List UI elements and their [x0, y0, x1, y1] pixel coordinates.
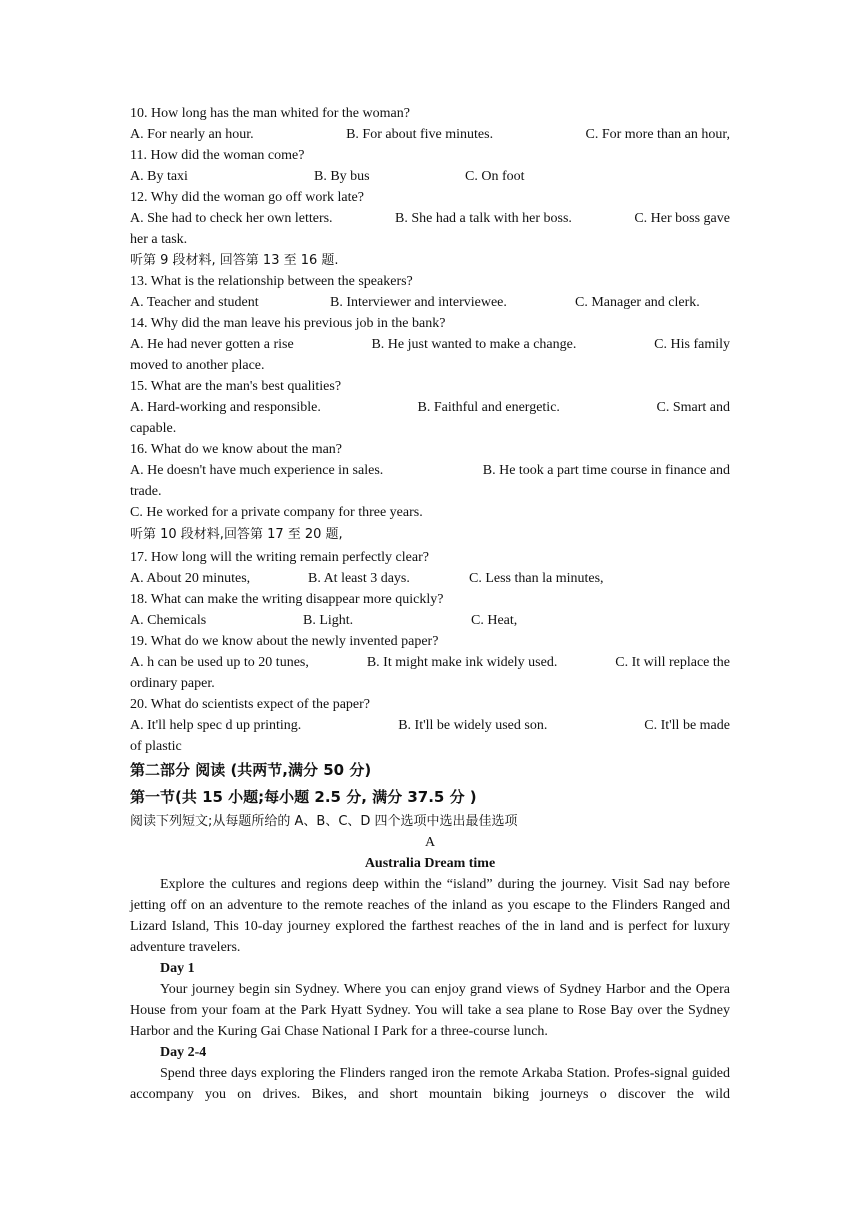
option-c-continued: ordinary paper.	[130, 676, 215, 691]
question-11: 11. How did the woman come?	[130, 148, 305, 163]
question-18: 18. What can make the writing disappear more quickly?	[130, 592, 444, 607]
option-c-continued: her a task.	[130, 232, 188, 247]
options-12	[130, 208, 730, 229]
options-19	[130, 652, 730, 673]
option-b: B. She had a talk with her boss.	[394, 211, 572, 226]
options-14	[130, 334, 730, 355]
options-20	[130, 715, 730, 736]
options-15	[130, 397, 730, 418]
option-a: A. She had to check her own letters.	[130, 211, 333, 226]
option-c: C. Heat,	[471, 613, 518, 628]
option-b: B. He just wanted to make a change.	[371, 337, 577, 352]
option-a: A. Chemicals	[130, 613, 207, 628]
option-b: B. Faithful and energetic.	[417, 400, 560, 415]
option-b: B. He took a part time course in finance and	[482, 463, 730, 478]
option-a: A. For nearly an hour.	[130, 127, 254, 142]
option-c: C. On foot	[465, 169, 525, 184]
question-15: 15. What are the man's best qualities?	[130, 379, 342, 394]
question-10: 10. How long has the man whited for the woman?	[130, 106, 410, 121]
option-c-continued: moved to another place.	[130, 358, 265, 373]
document-page	[130, 103, 730, 1105]
options-13	[130, 292, 730, 313]
options-10	[130, 124, 730, 145]
option-b: B. Interviewer and interviewee.	[330, 295, 507, 310]
part-heading	[130, 757, 730, 784]
option-c: C. Her boss gave	[634, 211, 730, 226]
day-2-4-label: Day 2-4	[160, 1045, 207, 1060]
passage-letter: A	[424, 835, 436, 850]
part-heading-text: 第二部分 阅读 (共两节,满分 50 分)	[130, 761, 372, 779]
option-b: B. Light.	[303, 613, 354, 628]
option-b-continued: trade.	[130, 484, 162, 499]
option-c: C. It'll be made	[644, 718, 730, 733]
options-16	[130, 460, 730, 481]
option-a: A. Hard-working and responsible.	[130, 400, 321, 415]
option-b: B. At least 3 days.	[308, 571, 410, 586]
option-c: C. His family	[654, 337, 730, 352]
question-14: 14. Why did the man leave his previous job in the bank?	[130, 316, 446, 331]
option-b: B. By bus	[314, 169, 370, 184]
day-2-4-text: Spend three days exploring the Flinders ranged iron the remote Arkaba Station. Profes-signal guided accompany you on drives. Bikes, and short mountain biking journeys o discover the wild	[130, 1066, 730, 1102]
section-heading	[130, 784, 730, 811]
day-1-text: Your journey begin sin Sydney. Where you can enjoy grand views of Sydney Harbor and the Opera House from your foam at the Park Hyatt Sydney. You will take a sea plane to Rose Bay over the Sydney Harbor and the Kuring Gai Chase National I Park for a three-course lunch.	[130, 982, 730, 1039]
options-11	[130, 166, 730, 187]
option-a: A. He doesn't have much experience in sales.	[130, 463, 384, 478]
listening-instruction-10: 听第 10 段材料,回答第 17 至 20 题,	[130, 527, 343, 542]
option-a: A. Teacher and student	[130, 295, 259, 310]
option-a: A. It'll help spec d up printing.	[130, 718, 302, 733]
question-19: 19. What do we know about the newly invented paper?	[130, 634, 439, 649]
option-b: B. It might make ink widely used.	[366, 655, 558, 670]
options-18	[130, 610, 730, 631]
question-17: 17. How long will the writing remain perfectly clear?	[130, 550, 429, 565]
option-a: A. By taxi	[130, 169, 188, 184]
option-c: C. Manager and clerk.	[575, 295, 700, 310]
question-13: 13. What is the relationship between the speakers?	[130, 274, 413, 289]
option-c: C. For more than an hour,	[585, 127, 730, 142]
option-a: A. He had never gotten a rise	[130, 337, 294, 352]
option-a: A. About 20 minutes,	[130, 571, 251, 586]
option-c: C. Smart and	[656, 400, 730, 415]
section-heading-text: 第一节(共 15 小题;每小题 2.5 分, 满分 37.5 分 )	[130, 788, 477, 806]
listening-instruction-9: 听第 9 段材料, 回答第 13 至 16 题.	[130, 253, 339, 268]
option-a: A. h can be used up to 20 tunes,	[130, 655, 309, 670]
option-c: C. It will replace the	[615, 655, 730, 670]
option-b: B. It'll be widely used son.	[398, 718, 548, 733]
day-1-label: Day 1	[160, 961, 195, 976]
option-b: B. For about five minutes.	[346, 127, 494, 142]
passage-intro: Explore the cultures and regions deep within the “island” during the journey. Visit Sad nay before jetting off on an adventure to the remote reaches of the inland as you escape to the Flinders Ranged and Lizard Island, This 10-day journey explored the farthest reaches of the in land and is perfect for luxury adventure travelers.	[130, 877, 730, 955]
question-16: 16. What do we know about the man?	[130, 442, 343, 457]
option-c: C. Less than la minutes,	[469, 571, 604, 586]
options-17	[130, 568, 730, 589]
option-c-continued: of plastic	[130, 739, 182, 754]
option-c: C. He worked for a private company for three years.	[130, 505, 423, 520]
reading-instruction: 阅读下列短文;从每题所给的 A、B、C、D 四个选项中选出最佳选项	[130, 814, 518, 829]
question-12: 12. Why did the woman go off work late?	[130, 190, 364, 205]
question-20: 20. What do scientists expect of the paper?	[130, 697, 370, 712]
option-c-continued: capable.	[130, 421, 177, 436]
passage-title: Australia Dream time	[364, 856, 496, 871]
